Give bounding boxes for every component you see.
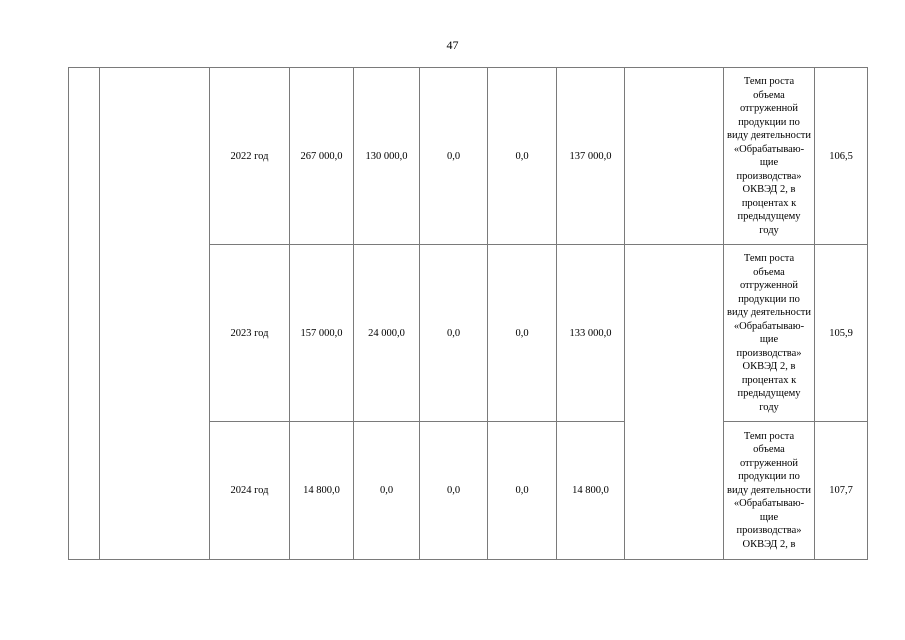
measure-name-cell xyxy=(100,68,210,560)
amount-cell: 0,0 xyxy=(354,422,420,560)
indicator-cell: Темп роста объема отгруженной продукции по виду деятельности «Обрабатываю-щие производства» ОКВЭД 2, в процентах к предыдущему году xyxy=(724,68,815,245)
amount-cell: 137 000,0 xyxy=(557,68,625,245)
total-cell: 14 800,0 xyxy=(290,422,354,560)
amount-cell: 14 800,0 xyxy=(557,422,625,560)
total-cell: 267 000,0 xyxy=(290,68,354,245)
amount-cell: 133 000,0 xyxy=(557,245,625,422)
page-number: 47 xyxy=(446,38,459,52)
year-cell: 2023 год xyxy=(210,245,290,422)
amount-cell: 24 000,0 xyxy=(354,245,420,422)
number-cell xyxy=(69,68,100,560)
amount-cell: 130 000,0 xyxy=(354,68,420,245)
indicator-value-cell: 107,7 xyxy=(815,422,868,560)
amount-cell: 0,0 xyxy=(420,68,488,245)
amount-cell: 0,0 xyxy=(488,422,557,560)
budget-table xyxy=(68,67,868,560)
empty-cell xyxy=(625,245,724,560)
total-cell: 157 000,0 xyxy=(290,245,354,422)
amount-cell: 0,0 xyxy=(488,245,557,422)
table-row xyxy=(69,68,868,245)
indicator-value-cell: 106,5 xyxy=(815,68,868,245)
amount-cell: 0,0 xyxy=(420,245,488,422)
amount-cell: 0,0 xyxy=(420,422,488,560)
indicator-cell: Темп роста объема отгруженной продукции по виду деятельности «Обрабатываю-щие производства» ОКВЭД 2, в процентах к предыдущему году xyxy=(724,245,815,422)
year-cell: 2022 год xyxy=(210,68,290,245)
indicator-cell: Темп роста объема отгруженной продукции по виду деятельности «Обрабатываю-щие производства» ОКВЭД 2, в xyxy=(724,422,815,560)
amount-cell: 0,0 xyxy=(488,68,557,245)
year-cell: 2024 год xyxy=(210,422,290,560)
empty-cell xyxy=(625,68,724,245)
indicator-value-cell: 105,9 xyxy=(815,245,868,422)
